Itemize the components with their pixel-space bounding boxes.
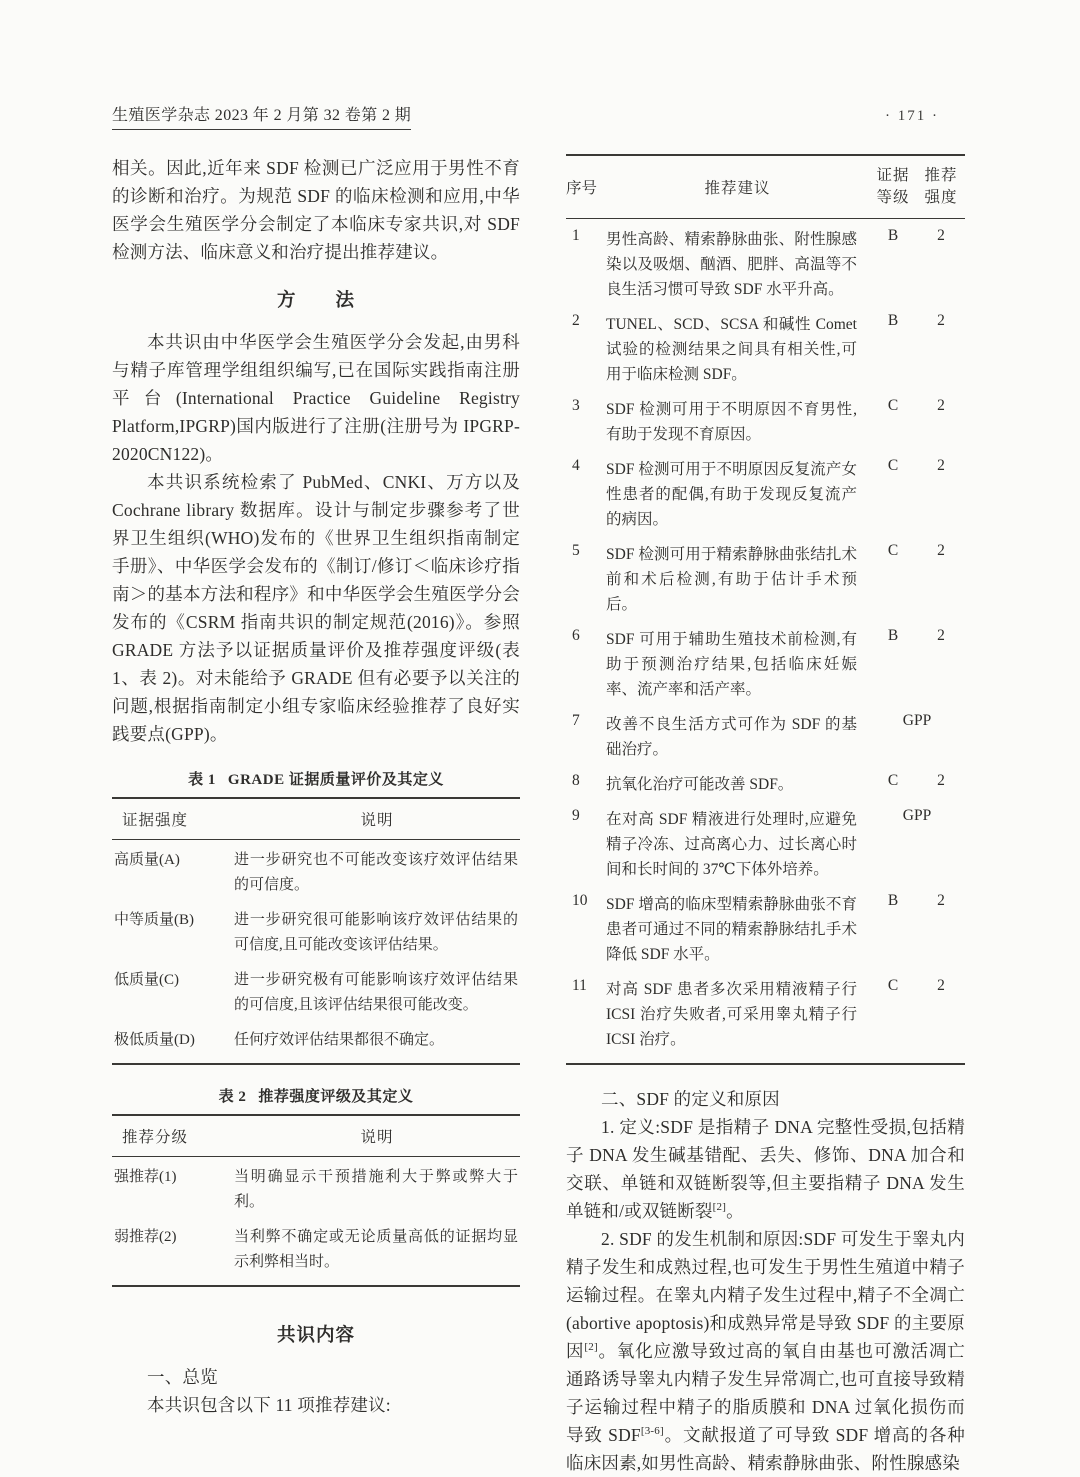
- recommendations-header-row: [566, 156, 965, 219]
- cell-no: 10: [572, 892, 588, 909]
- right-column: [566, 154, 965, 1477]
- cell-no: 3: [572, 397, 580, 414]
- recommendation-row: [566, 534, 965, 619]
- recommendation-row: [566, 799, 965, 884]
- cell-evidence: B: [887, 627, 899, 644]
- cell-no: 5: [572, 542, 580, 559]
- column-header-strength-bottom: 强度: [924, 189, 958, 206]
- cell-evidence: C: [887, 542, 899, 559]
- table1-title: GRADE 证据质量评价及其定义: [227, 772, 444, 788]
- column-header-evidence-bottom: 等级: [876, 189, 910, 206]
- cell-text: SDF 检测可用于不明原因反复流产女性患者的配偶,有助于发现反复流产的病因。: [606, 461, 857, 528]
- cell-strength: 2: [937, 772, 945, 789]
- recommendation-row: [566, 969, 965, 1063]
- mechanism-text-2: 。氧化应激导致过高的氧自由基也可激活凋亡通路诱导睾丸内精子发生异常凋亡,也可直接导致精子运输过程中精子的脂质膜和 DNA 过氧化损伤而导致 SDF: [566, 1341, 966, 1445]
- definition-text-end: 。: [726, 1201, 744, 1221]
- cell-text: TUNEL、SCD、SCSA 和碱性 Comet 试验的检测结果之间具有相关性,可用于临床检测 SDF。: [606, 316, 857, 383]
- cell-strength: 2: [937, 892, 945, 909]
- table-row: [112, 1217, 520, 1285]
- table2-title: 推荐强度评级及其定义: [258, 1089, 414, 1105]
- recommendation-row: [566, 389, 965, 449]
- table-row: [112, 1157, 520, 1217]
- table-row: [112, 960, 520, 1020]
- cell-evidence: C: [887, 397, 899, 414]
- overview-text: 本共识包含以下 11 项推荐建议:: [147, 1395, 391, 1415]
- recommendation-row: [566, 764, 965, 799]
- journal-title: 生殖医学杂志 2023 年 2 月第 32 卷第 2 期: [112, 102, 411, 130]
- cell-text: 抗氧化治疗可能改善 SDF。: [606, 776, 794, 793]
- cell-desc: 进一步研究也不可能改变该疗效评估结果的可信度。: [234, 852, 518, 893]
- cell-evidence: C: [887, 772, 899, 789]
- cell-strength: 2: [937, 312, 945, 329]
- column-header-desc: 说明: [360, 1129, 394, 1146]
- table-header-row: [112, 799, 520, 840]
- cell-strength: 2: [937, 457, 945, 474]
- cell-strength: 2: [937, 227, 945, 244]
- recommendations-table: [566, 154, 965, 1065]
- cell-text: 对高 SDF 患者多次采用精液精子行 ICSI 治疗失败者,可采用睾丸精子行 ICSI 治疗。: [606, 981, 857, 1048]
- cell-evidence: C: [887, 977, 899, 994]
- table-row: [112, 900, 520, 960]
- cell-no: 2: [572, 312, 580, 329]
- cell-no: 1: [572, 227, 580, 244]
- cell-text: SDF 检测可用于精索静脉曲张结扎术前和术后检测,有助于估计手术预后。: [606, 546, 857, 613]
- cell-desc: 任何疗效评估结果都很不确定。: [234, 1032, 445, 1048]
- table2-caption: [112, 1085, 520, 1106]
- cell-text: 在对高 SDF 精液进行处理时,应避免精子冷冻、过高离心力、过长离心时间和长时间的 37℃下体外培养。: [606, 811, 857, 878]
- cell-no: 11: [572, 977, 587, 994]
- column-header-evidence: [869, 165, 917, 209]
- definition-paragraph: [566, 1113, 965, 1225]
- column-header-strength-top: 推荐: [924, 167, 958, 184]
- cell-no: 6: [572, 627, 580, 644]
- recommendation-row: [566, 449, 965, 534]
- cell-desc: 进一步研究很可能影响该疗效评估结果的可信度,且可能改变该评估结果。: [234, 912, 518, 953]
- column-header-no: 序号: [566, 180, 598, 197]
- column-header-desc: 说明: [360, 812, 394, 829]
- cell-gpp: GPP: [902, 712, 932, 729]
- cell-evidence: B: [887, 312, 899, 329]
- cell-desc: 当明确显示干预措施利大于弊或弊大于利。: [234, 1169, 518, 1210]
- cell-desc: 当利弊不确定或无论质量高低的证据均显示利弊相当时。: [234, 1229, 518, 1270]
- recommendation-row: [566, 619, 965, 704]
- mechanism-paragraph: [566, 1225, 965, 1477]
- cell-desc: 进一步研究极有可能影响该疗效评估结果的可信度,且该评估结果很可能改变。: [234, 972, 518, 1013]
- table1-label: 表 1: [188, 772, 216, 788]
- cell-no: 9: [572, 807, 580, 824]
- cell-strength: 2: [937, 397, 945, 414]
- column-header-recommendation: 推荐建议: [704, 180, 771, 197]
- column-header-grade: 推荐分级: [122, 1129, 189, 1146]
- page-number: · 171 ·: [885, 108, 939, 124]
- grade-quality-table: [112, 797, 520, 1065]
- column-header-strength: [917, 165, 965, 209]
- search-paragraph: 本共识系统检索了 PubMed、CNKI、万方以及 Cochrane library 数据库。设计与制定步骤参考了世界卫生组织(WHO)发布的《世界卫生组织指南制定手册》、中华医学会发布的《制订/修订＜临床诊疗指南＞的基本方法和程序》和中华医学会生殖医学分会发布的《CSRM 指南共识的制定规范(2016)》。参照 GRADE 方法予以证据质量评价及推荐强度评级(表 1、表 2)。对未能给予 GRADE 但有必要予以关注的问题,根据指南制定小组专家临床经验推荐了良好实践要点(GPP)。: [112, 472, 520, 744]
- mechanism-text-1: 2. SDF 的发生机制和原因:SDF 可发生于睾丸内精子发生和成熟过程,也可发生于男性生殖道中精子运输过程。在睾丸内精子发生过程中,精子不全凋亡(abortive apoptosis)和成熟异常是导致 SDF 的主要原因: [566, 1229, 965, 1361]
- cell-text: 改善不良生活方式可作为 SDF 的基础治疗。: [606, 716, 857, 758]
- cell-strength: 2: [937, 627, 945, 644]
- cell-grade: 中等质量(B): [114, 912, 194, 928]
- cell-no: 4: [572, 457, 580, 474]
- table-header-row: [112, 1116, 520, 1157]
- table1-caption: [112, 768, 520, 789]
- cell-grade: 强推荐(1): [114, 1169, 177, 1185]
- cell-grade: 极低质量(D): [114, 1032, 195, 1048]
- cell-strength: 2: [937, 542, 945, 559]
- cell-text: SDF 检测可用于不明原因不育男性,有助于发现不育原因。: [606, 401, 857, 443]
- cell-strength: 2: [937, 977, 945, 994]
- cell-text: SDF 增高的临床型精索静脉曲张不育患者可通过不同的精索静脉结扎手术降低 SDF 水平。: [606, 896, 857, 963]
- recommendation-row: [566, 704, 965, 764]
- cell-evidence: B: [887, 892, 899, 909]
- table-row: [112, 840, 520, 900]
- page-header: [112, 102, 965, 130]
- cell-text: 男性高龄、精索静脉曲张、附性腺感染以及吸烟、酗酒、肥胖、高温等不良生活习惯可导致 SDF 水平升高。: [606, 231, 857, 298]
- sdf-definition-section-heading: 二、SDF 的定义和原因: [601, 1089, 780, 1109]
- cell-evidence: B: [887, 227, 899, 244]
- column-header-evidence-top: 证据: [876, 167, 910, 184]
- definition-text: 1. 定义:SDF 是指精子 DNA 完整性受损,包括精子 DNA 发生碱基错配、丢失、修饰、DNA 加合和交联、单链和双链断裂等,但主要指精子 DNA 发生单链和/或双链断裂: [566, 1117, 965, 1221]
- column-header-grade: 证据强度: [122, 812, 189, 829]
- cell-grade: 低质量(C): [114, 972, 179, 988]
- citation-2b: [2]: [584, 1341, 598, 1354]
- table-row: [112, 1020, 520, 1063]
- recommendation-strength-table: [112, 1114, 520, 1287]
- consensus-heading: 共识内容: [276, 1326, 355, 1346]
- overview-heading: 一、总览: [147, 1367, 218, 1387]
- cell-grade: 弱推荐(2): [114, 1229, 177, 1245]
- cell-no: 8: [572, 772, 580, 789]
- cell-text: SDF 可用于辅助生殖技术前检测,有助于预测治疗结果,包括临床妊娠率、流产率和活产率。: [606, 631, 857, 698]
- intro-paragraph: 相关。因此,近年来 SDF 检测已广泛应用于男性不育的诊断和治疗。为规范 SDF 的临床检测和应用,中华医学会生殖医学分会制定了本临床专家共识,对 SDF 检测方法、临床意义和治疗提出推荐建议。: [112, 158, 520, 262]
- registration-paragraph: 本共识由中华医学会生殖医学分会发起,由男科与精子库管理学组组织编写,已在国际实践指南注册平台(International Practice Guideline Registry Platform,IPGRP)国内版进行了注册(注册号为 IPGRP-2020CN122)。: [112, 332, 520, 464]
- cell-gpp: GPP: [902, 807, 932, 824]
- cell-no: 7: [572, 712, 580, 729]
- table2-label: 表 2: [218, 1089, 247, 1105]
- recommendation-row: [566, 219, 965, 304]
- citation-2: [2]: [712, 1201, 727, 1214]
- recommendation-row: [566, 304, 965, 389]
- left-column: [112, 154, 520, 1477]
- recommendation-row: [566, 884, 965, 969]
- two-column-layout: [112, 154, 965, 1477]
- mechanism-text-3: 。文献报道了可导致 SDF 增高的各种临床因素,如男性高龄、精索静脉曲张、附性腺感染: [566, 1425, 965, 1473]
- citation-3-6: [3-6]: [640, 1425, 664, 1438]
- method-heading: 方 法: [276, 291, 355, 311]
- cell-grade: 高质量(A): [114, 852, 180, 868]
- cell-evidence: C: [887, 457, 899, 474]
